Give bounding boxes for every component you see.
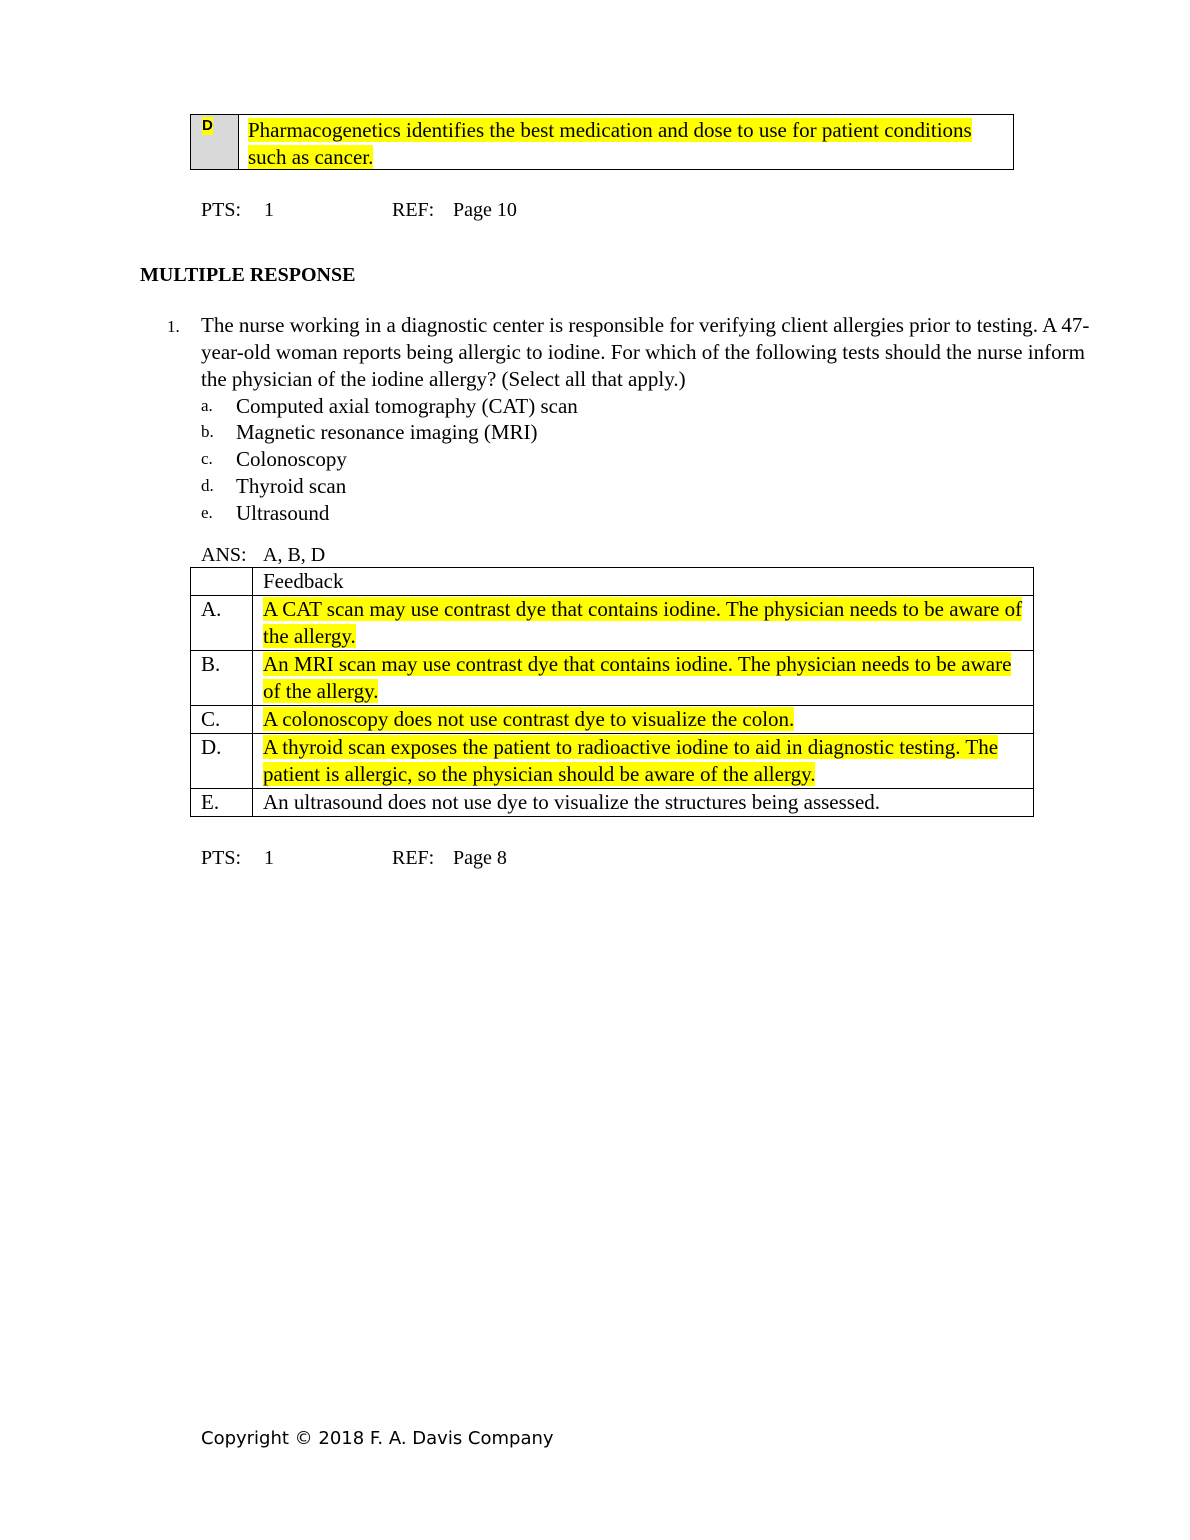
- feedback-text-cell: [253, 596, 1034, 651]
- feedback-text-cell: [253, 734, 1034, 789]
- copyright-footer: Copyright © 2018 F. A. Davis Company: [201, 1428, 554, 1449]
- question-number: 1.: [167, 317, 180, 336]
- option-text: Computed axial tomography (CAT) scan: [236, 394, 578, 418]
- pts-label: PTS:: [201, 847, 242, 869]
- ref-label: REF:: [392, 847, 435, 869]
- option-text: Ultrasound: [236, 501, 330, 525]
- option-letter: c.: [201, 449, 213, 468]
- feedback-letter: B.: [191, 651, 253, 706]
- feedback-row-a: [191, 596, 1034, 651]
- answer-label: ANS:: [201, 544, 247, 566]
- option-text: Thyroid scan: [236, 474, 347, 498]
- pts-value: 1: [264, 847, 274, 869]
- option-e: [201, 499, 329, 527]
- feedback-letter: C.: [191, 706, 253, 734]
- option-c: [201, 445, 347, 473]
- feedback-table: [190, 567, 1034, 817]
- option-a: [201, 392, 578, 420]
- previous-answer-letter: D: [202, 117, 213, 134]
- feedback-letter: D.: [191, 734, 253, 789]
- feedback-text-cell: [253, 651, 1034, 706]
- answer-line: [201, 543, 326, 567]
- feedback-row-d: [191, 734, 1034, 789]
- previous-pts-label: PTS:: [201, 199, 242, 221]
- previous-ref-value: Page 10: [453, 199, 517, 221]
- feedback-text-cell: [253, 706, 1034, 734]
- previous-pts-ref-line: [201, 198, 517, 222]
- option-letter: a.: [201, 396, 213, 415]
- previous-answer-feedback-cell: [239, 115, 1013, 169]
- previous-answer-table: [190, 114, 1014, 170]
- ref-value: Page 8: [453, 847, 507, 869]
- feedback-text: A thyroid scan exposes the patient to radioactive iodine to aid in diagnostic testing. The patient is allergic, so the physician should be aware of the allergy.: [263, 735, 999, 786]
- feedback-letter: A.: [191, 596, 253, 651]
- option-d: [201, 472, 346, 500]
- feedback-text: An MRI scan may use contrast dye that contains iodine. The physician needs to be aware of the allergy.: [263, 652, 1012, 703]
- feedback-text: An ultrasound does not use dye to visualize the structures being assessed.: [263, 790, 881, 814]
- question-stem: The nurse working in a diagnostic center is responsible for verifying client allergies prior to testing. A 47-year-old woman reports being allergic to iodine. For which of the following tests should the nurse inform the physician of the iodine allergy? (Select all that apply.): [201, 313, 1090, 391]
- answer-value: A, B, D: [263, 544, 326, 566]
- feedback-header-row: [191, 568, 1034, 596]
- feedback-text: A colonoscopy does not use contrast dye to visualize the colon.: [263, 707, 795, 731]
- previous-answer-feedback: Pharmacogenetics identifies the best medication and dose to use for patient conditions such as cancer.: [248, 118, 972, 169]
- previous-answer-letter-cell: [191, 115, 239, 169]
- pts-ref-line: [201, 846, 507, 870]
- feedback-row-c: [191, 706, 1034, 734]
- option-letter: e.: [201, 503, 213, 522]
- feedback-letter: E.: [191, 789, 253, 817]
- feedback-row-e: [191, 789, 1034, 817]
- previous-pts-value: 1: [264, 199, 274, 221]
- feedback-text-cell: [253, 789, 1034, 817]
- option-text: Colonoscopy: [236, 447, 347, 471]
- feedback-header: Feedback: [253, 568, 1034, 596]
- option-letter: d.: [201, 476, 214, 495]
- option-b: [201, 418, 538, 446]
- option-letter: b.: [201, 422, 214, 441]
- feedback-text: A CAT scan may use contrast dye that contains iodine. The physician needs to be aware of the allergy.: [263, 597, 1023, 648]
- feedback-header-letter-cell: [191, 568, 253, 596]
- section-heading: MULTIPLE RESPONSE: [140, 264, 356, 286]
- option-text: Magnetic resonance imaging (MRI): [236, 420, 538, 444]
- feedback-row-b: [191, 651, 1034, 706]
- previous-ref-label: REF:: [392, 199, 435, 221]
